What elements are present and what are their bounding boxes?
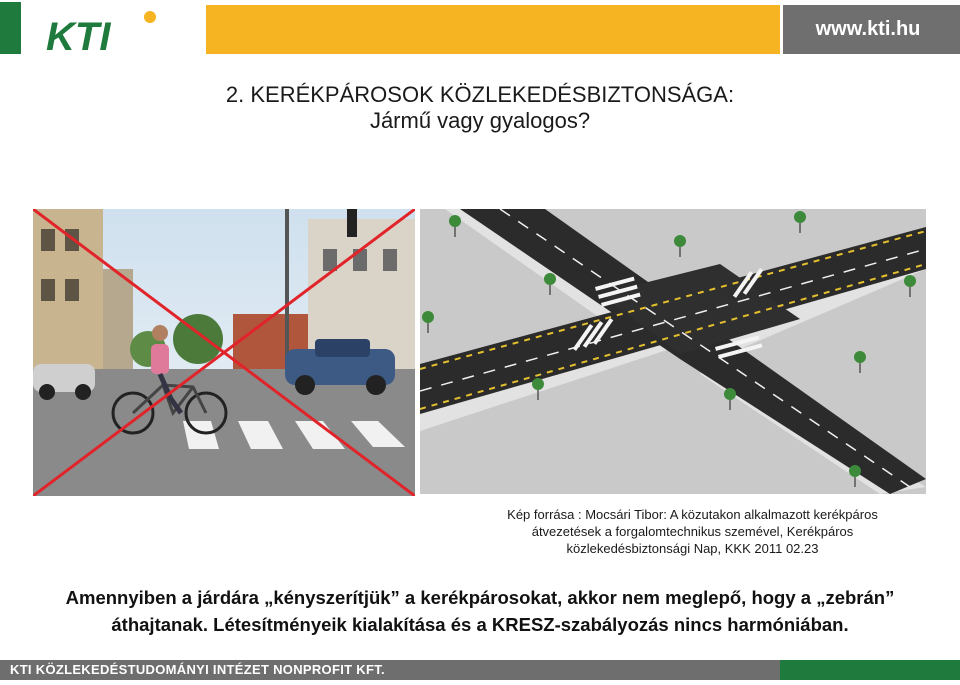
body-line1: Amennyiben a járdára „kényszerítjük” a kerékpárosokat, akkor nem meglepő, hogy a „zebrán”: [65, 587, 895, 608]
credit-line2: átvezetések a forgalomtechnikus szemével, Kerékpáros: [531, 524, 854, 539]
slide-title-line1: 2. KERÉKPÁROSOK KÖZLEKEDÉSBIZTONSÁGA:: [225, 82, 735, 107]
slide-title: [150, 82, 810, 134]
body-line2: áthajtanak. Létesítményeik kialakítása és a KRESZ-szabályozás nincs harmóniában.: [111, 614, 849, 635]
slide-title-line2: Jármű vagy gyalogos?: [369, 108, 591, 133]
intersection-render: [420, 209, 926, 494]
credit-line1: Kép forrása : Mocsári Tibor: A közutakon alkalmazott kerékpáros: [507, 507, 878, 522]
cyclist-crosswalk-photo: [33, 209, 415, 496]
svg-text:KTI: KTI: [46, 15, 111, 58]
header-yellow-bar: [206, 5, 780, 54]
header-url[interactable]: www.kti.hu: [815, 18, 921, 40]
body-paragraph: [10, 584, 950, 638]
credit-line3: közlekedésbiztonsági Nap, KKK 2011 02.23: [566, 541, 819, 556]
image-credit: [475, 506, 910, 557]
kti-logo: [44, 8, 164, 58]
footer-green-bar: [780, 660, 960, 680]
header-green-bar: [0, 2, 21, 54]
footer-text: KTI KÖZLEKEDÉSTUDOMÁNYI INTÉZET NONPROFIT KFT.: [10, 662, 385, 677]
